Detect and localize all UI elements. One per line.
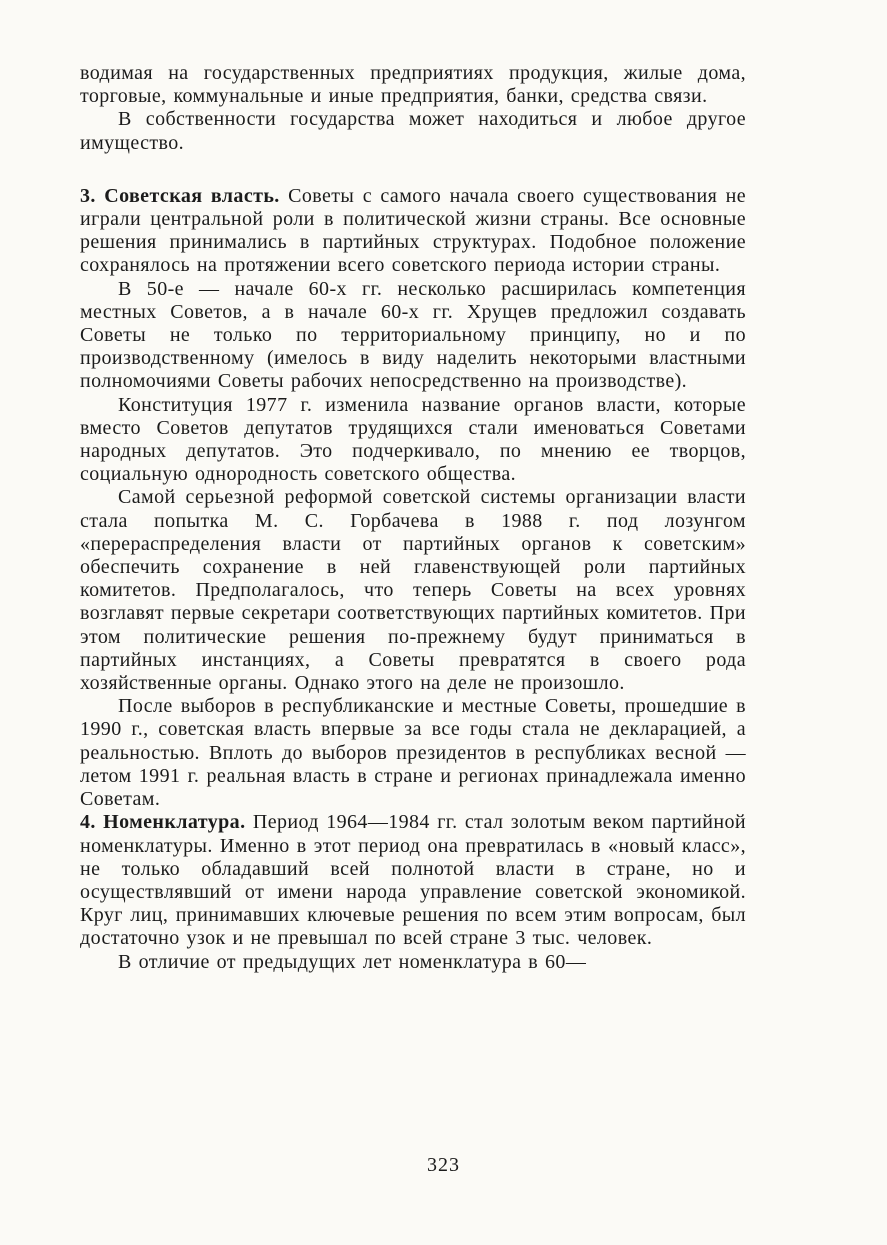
page-number: 323 <box>427 1154 460 1176</box>
paragraph <box>80 951 746 974</box>
paragraph-text: В собственности государства может находиться и любое другое имущество. <box>80 108 746 154</box>
paragraph-text: В 50-е — начале 60-х гг. несколько расширилась компетенция местных Советов, а в начале 60-х гг. Хрущев предложил создавать Советы не только по территориальному принципу, но и по производственному (имелось в виду наделить некоторыми властными полномочиями Советы рабочих непосредственно на производстве). <box>80 277 746 393</box>
paragraph-text: Самой серьезной реформой советской системы организации власти стала попытка М. С. Горбачева в 1988 г. под лозунгом «перераспределения власти от партийных органов к советским» обеспечить сохранение в ней главенствующей роли партийных комитетов. Предполагалось, что теперь Советы на всех уровнях возглавят первые секретари соответствующих партийных комитетов. При этом политические решения по-прежнему будут приниматься в партийных инстанциях, а Советы превратятся в своего рода хозяйственные органы. Однако этого на деле не произошло. <box>80 486 746 695</box>
paragraph <box>80 695 746 811</box>
paragraph <box>80 108 746 154</box>
section-3-paragraph <box>80 185 746 278</box>
paragraph <box>80 278 746 394</box>
paragraph-text: Конституция 1977 г. изменила название органов власти, которые вместо Советов депутатов трудящихся стали именоваться Советами народных депутатов. Это подчеркивало, по мнению ее творцов, социальную однородность советского общества. <box>80 393 746 486</box>
text-block <box>80 62 746 974</box>
paragraph-text: Период 1964—1984 гг. стал золотым веком партийной номенклатуры. Именно в этот период она превратилась в «новый класс», не только обладавший всей полнотой власти в стране, но и осуществлявший от имени народа управление советской экономикой. Круг лиц, принимавших ключевые решения по всем этим вопросам, был достаточно узок и не превышал по всей стране 3 тыс. человек. <box>80 811 746 950</box>
paragraph <box>80 486 746 695</box>
paragraph-text: В отличие от предыдущих лет номенклатура в 60— <box>118 950 587 973</box>
paragraph-text: После выборов в республиканские и местные Советы, прошедшие в 1990 г., советская власть впервые за все годы стала не декларацией, а реальностью. Вплоть до выборов президентов в республиках весной — летом 1991 г. реальная власть в стране и регионах принадлежала именно Советам. <box>80 695 746 811</box>
paragraph-text: Советы с самого начала своего существования не играли центральной роли в политической жизни страны. Все основные решения принимались в партийных структурах. Подобное положение сохранялось на протяжении всего советского периода истории страны. <box>80 184 746 277</box>
paragraph-continuation <box>80 62 746 108</box>
paragraph-text: водимая на государственных предприятиях продукция, жилые дома, торговые, коммунальные и иные предприятия, банки, средства связи. <box>80 62 746 108</box>
section-3-heading: 3. Советская власть. <box>80 184 280 207</box>
section-4-paragraph <box>80 811 746 950</box>
section-4-heading: 4. Номенклатура. <box>80 811 246 834</box>
paragraph <box>80 394 746 487</box>
